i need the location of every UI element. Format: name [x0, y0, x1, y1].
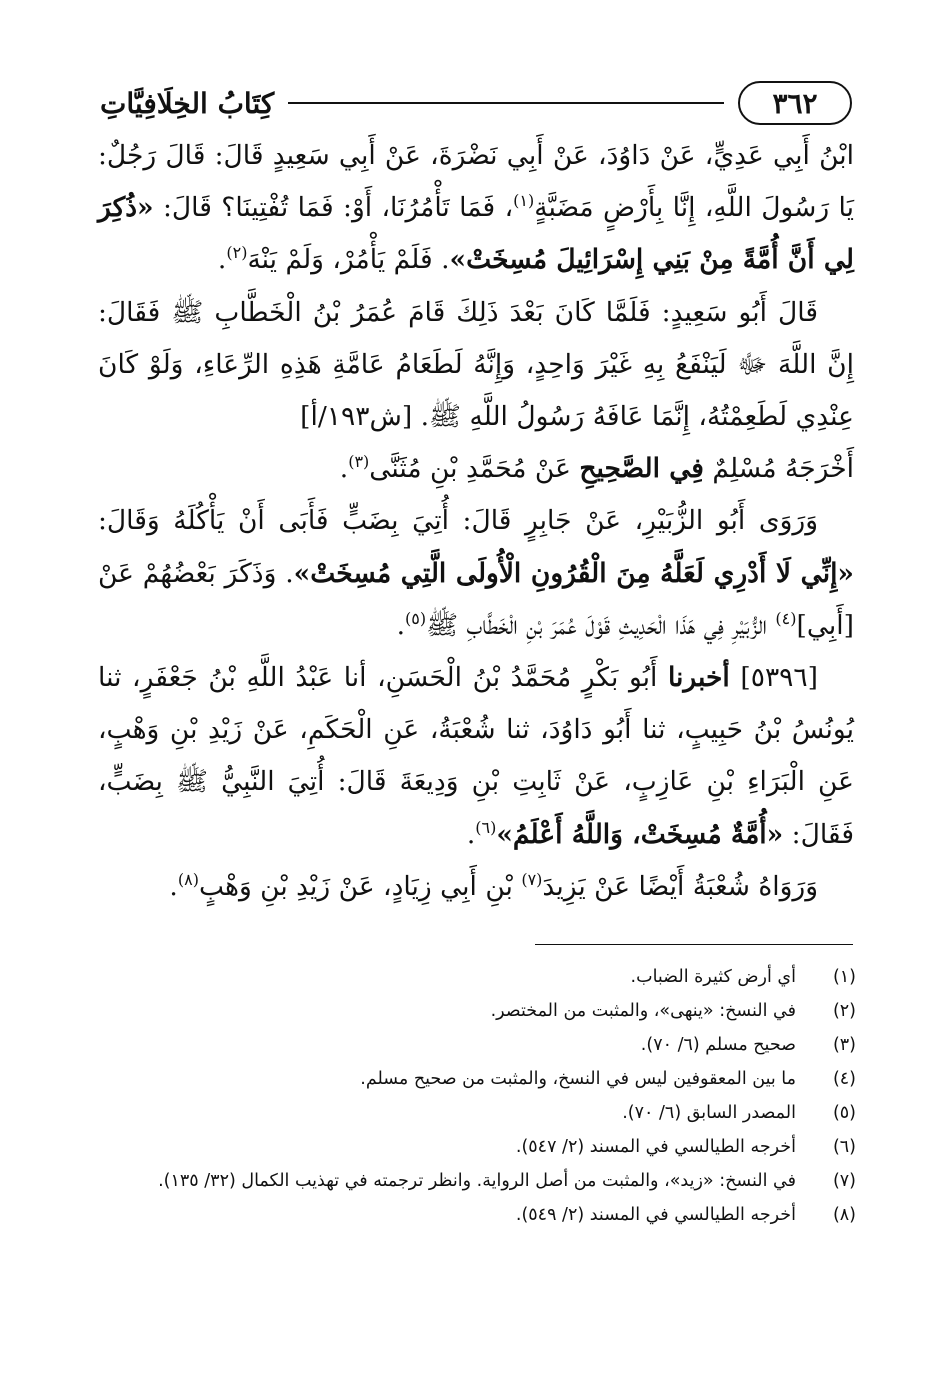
footnote-ref-7[interactable]: (٧): [521, 870, 543, 890]
book-title: كِتَابُ الخِلَافِيَّاتِ: [100, 86, 275, 120]
paragraph-1: ابْنُ أَبِي عَدِيٍّ، عَنْ دَاوُدَ، عَنْ أَبِي نَضْرَةَ، عَنْ أَبِي سَعِيدٍ قَالَ: قَالَ رَجُلٌ: يَا رَسُولَ اللَّهِ، إِنَّا بِأَرْضٍ مَضَبَّةٍ$^{(١)}$، فَمَا تَأْمُرُنَا، أَوْ: فَمَا تُفْتِينَا؟ قَالَ: «ذُكِرَ لِي أَنَّ أُمَّةً مِنْ بَنِي إِسْرَائِيلَ مُسِخَتْ». فَلَمْ يَأْمُرْ، وَلَمْ يَنْهَ$^{(٢)}$.: [98, 140, 854, 276]
footnote: (٥) المصدر السابق (٦/ ٧٠).: [622, 1103, 856, 1123]
footnote-ref-4[interactable]: (٤): [775, 609, 797, 628]
page-number: ٣٦٢: [738, 81, 852, 125]
hadith-quote: «إِنِّي لَا أَدْرِي لَعَلَّهُ مِنَ الْقُرُونِ الْأُولَى الَّتِي مُسِخَتْ»: [293, 557, 854, 589]
paragraph-3: أَخْرَجَهُ مُسْلِمٌ فِي الصَّحِيحِ عَنْ مُحَمَّدِ بْنِ مُثَنَّى$^{(٣)}$.: [339, 452, 854, 485]
manuscript-marker: [ش١٩٣/أ]: [300, 401, 421, 433]
paragraph-4: وَرَوَى أَبُو الزُّبَيْرِ، عَنْ جَابِرٍ قَالَ: أُتِيَ بِضَبٍّ فَأَبَى أَنْ يَأْكُلَهُ وَقَالَ: «إِنِّي لَا أَدْرِي لَعَلَّهُ مِنَ الْقُرُونِ الْأُولَى الَّتِي مُسِخَتْ». وَذَكَرَ بَعْضُهُمْ عَنْ [أَبِي]$^{(٤)}$ الزُّبَيْرِ فِي هَذَا الْحَدِيثِ قَوْلَ عُمَرَ بْنِ الْخَطَّابِ ﷺ$^{(٥)}$.: [98, 505, 854, 641]
paragraph-5: [٥٣٩٦] أخبرنا أَبُو بَكْرٍ مُحَمَّدُ بْنُ الْحَسَنِ، أنا عَبْدُ اللَّهِ بْنُ جَعْفَرٍ، ثنا يُونُسُ بْنُ حَبِيبٍ، ثنا أَبُو دَاوُدَ، ثنا شُعْبَةُ، عَنِ الْحَكَمِ، عَنْ زَيْدِ بْنِ وَهْبٍ، عَنِ الْبَرَاءِ بْنِ عَازِبٍ، عَنْ ثَابِتِ بْنِ وَدِيعَةَ قَالَ: أُتِيَ النَّبِيُّ ﷺ بِضَبٍّ، فَقَالَ: «أُمَّةٌ مُسِخَتْ، وَاللَّهُ أَعْلَمُ»$^{(٦)}$.: [98, 662, 854, 850]
footnote: (٢) في النسخ: «ينهى»، والمثبت من المختصر.: [490, 1001, 856, 1021]
footnote: (٦) أخرجه الطيالسي في المسند (٢/ ٥٤٧).: [515, 1137, 856, 1157]
footnote-ref-8[interactable]: (٨): [177, 870, 199, 890]
footnote: (٤) ما بين المعقوفين ليس في النسخ، والمثبت من صحيح مسلم.: [360, 1069, 856, 1089]
hadith-quote: «ذُكِرَ لِي أَنَّ أُمَّةً مِنْ بَنِي إِسْرَائِيلَ مُسِخَتْ»: [98, 192, 854, 276]
page-header: [100, 78, 852, 128]
footnotes: [96, 960, 856, 1232]
akhbarana-label: أخبرنا: [667, 662, 730, 694]
hadith-number: [٥٣٩٦]: [740, 662, 818, 694]
hadith-quote: «أُمَّةٌ مُسِخَتْ، وَاللَّهُ أَعْلَمُ»: [496, 818, 784, 850]
header-rule: [288, 102, 724, 104]
footnote: (٣) صحيح مسلم (٦/ ٧٠).: [640, 1035, 856, 1055]
footnote: (٧) في النسخ: «زيد»، والمثبت من أصل الرواية. وانظر ترجمته في تهذيب الكمال (٣٢/ ١٣٥).: [158, 1171, 856, 1191]
footnote-separator: [535, 944, 853, 945]
paragraph-6: وَرَوَاهُ شُعْبَةُ أَيْضًا عَنْ يَزِيدَ$^{(٧)}$ بْنِ أَبِي زِيَادٍ، عَنْ زَيْدِ بْنِ وَهْبٍ$^{(٨)}$.: [169, 870, 818, 902]
footnote-ref-3[interactable]: (٣): [348, 452, 370, 472]
main-text: [98, 130, 854, 913]
footnote-ref-5[interactable]: (٥): [405, 609, 427, 628]
footnote-ref-2[interactable]: (٢): [226, 243, 248, 263]
footnote: (٨) أخرجه الطيالسي في المسند (٢/ ٥٤٩).: [515, 1205, 856, 1225]
footnote: (١) أي أرض كثيرة الضباب.: [630, 967, 856, 987]
footnote-ref-1[interactable]: (١): [513, 191, 535, 211]
footnote-ref-6[interactable]: (٦): [475, 817, 497, 837]
paragraph-2: قَالَ أَبُو سَعِيدٍ: فَلَمَّا كَانَ بَعْدَ ذَلِكَ قَامَ عُمَرُ بْنُ الْخَطَّابِ ﷺ فَقَالَ: إِنَّ اللَّهَ ﷻ لَيَنْفَعُ بِهِ غَيْرَ وَاحِدٍ، وَإِنَّهُ لَطَعَامُ عَامَّةِ هَذِهِ الرِّعَاءِ، وَلَوْ كَانَ عِنْدِي لَطَعِمْتُهُ، إِنَّمَا عَافَهُ رَسُولُ اللَّهِ ﷺ. [ش١٩٣/أ]: [98, 296, 854, 433]
